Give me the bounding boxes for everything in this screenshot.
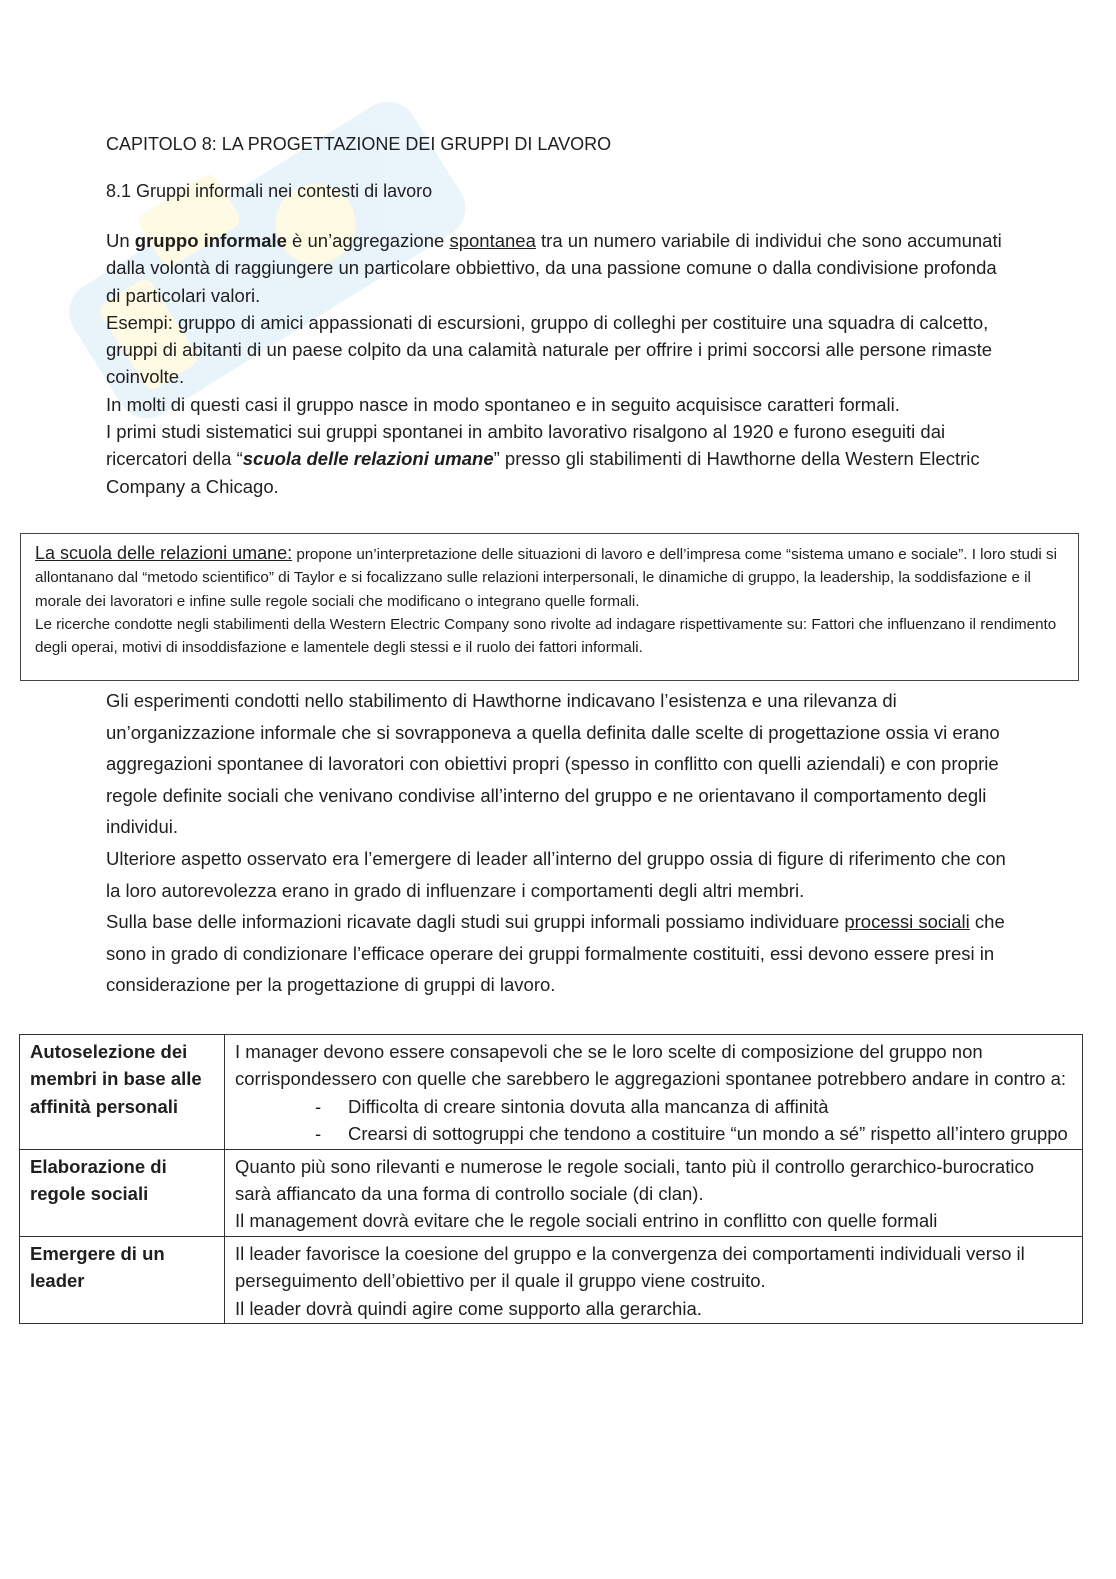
row-text: Il leader dovrà quindi agire come supporto alla gerarchia. xyxy=(235,1297,702,1319)
intro-paragraph-3: In molti di questi casi il gruppo nasce in modo spontaneo e in seguito acquisisce caratteri formali. xyxy=(106,393,900,415)
row-text: Quanto più sono rilevanti e numerose le regole sociali, tanto più il controllo gerarchico-burocratico sarà affiancato da una forma di controllo sociale (di clan). xyxy=(235,1155,1035,1205)
bold-italic-term: scuola delle relazioni umane xyxy=(242,448,494,470)
intro-paragraph-4 xyxy=(106,418,1006,500)
bullet-list xyxy=(235,1093,1074,1148)
intro-section xyxy=(106,227,1006,500)
body-section xyxy=(106,685,1006,1001)
row-content xyxy=(225,1236,1083,1323)
chapter-title: CAPITOLO 8: LA PROGETTAZIONE DEI GRUPPI DI LAVORO xyxy=(106,134,612,154)
bold-term: gruppo informale xyxy=(134,230,287,251)
list-item: - Crearsi di sottogruppi che tendono a costituire “un mondo a sé” rispetto all’intero gruppo xyxy=(315,1120,1074,1147)
row-label: Emergere di un leader xyxy=(20,1236,225,1323)
section-subtitle: 8.1 Gruppi informali nei contesti di lavoro xyxy=(106,181,433,201)
row-content xyxy=(225,1149,1083,1236)
intro-paragraph-1 xyxy=(106,227,1006,309)
row-label: Elaborazione di regole sociali xyxy=(20,1149,225,1236)
text-span: ” presso gli stabilimenti di Hawthorne della Western Electric Company a Chicago. xyxy=(106,448,980,497)
text-span: è un’aggregazione xyxy=(286,230,450,251)
row-text: Il leader favorisce la coesione del gruppo e la convergenza dei comportamenti individuali verso il perseguimento dell’obiettivo per il quale il gruppo viene costruito. xyxy=(235,1242,1025,1292)
row-content xyxy=(225,1035,1083,1150)
row-label: Autoselezione dei membri in base alle affinità personali xyxy=(20,1035,225,1150)
info-box-text-2: Le ricerche condotte negli stabilimenti della Western Electric Company sono rivolte ad indagare rispettivamente su: Fattori che influenzano il rendimento degli operai, motivi di insoddisfazione e lamentele degli stessi e il ruolo dei fattori informali. xyxy=(35,615,1057,657)
body-paragraph-3 xyxy=(106,906,1006,1001)
row-text: Il management dovrà evitare che le regole sociali entrino in conflitto con quelle formali xyxy=(235,1210,938,1232)
body-paragraph-2: Ulteriore aspetto osservato era l’emergere di leader all’interno del gruppo ossia di figure di riferimento che con la loro autorevolezza erano in grado di influenzare i comportamenti degli altri membri. xyxy=(106,847,1006,901)
text-span: propone un’interpretazione delle situazioni di lavoro e dell’impresa come “sistema umano e sociale”. I loro studi si allontanano dal “metodo scientifico” di Taylor e si focalizzano sulle relazioni interpersonali, le dinamiche di gruppo, la leadership, la soddisfazione e il morale dei lavoratori e infine sulle regole sociali che modificano o integrano quelle formali. xyxy=(35,546,1057,610)
text-span: Un xyxy=(106,230,135,251)
body-paragraph-1: Gli esperimenti condotti nello stabilimento di Hawthorne indicavano l’esistenza e una rilevanza di un’organizzazione informale che si sovrapponeva a quella definita dalle scelte di progettazione ossia vi erano aggregazioni spontanee di lavoratori con obiettivi propri (spesso in conflitto con quelli aziendali) e con proprie regole definite sociali che venivano condivise all’interno del gruppo e ne orientavano il comportamento degli individui. xyxy=(106,690,1000,838)
social-processes-table xyxy=(19,1034,1083,1324)
info-box-text-1 xyxy=(35,542,1066,613)
info-box-heading: La scuola delle relazioni umane: xyxy=(35,543,293,563)
underlined-term: spontanea xyxy=(449,230,536,251)
text-span: tra un numero variabile di individui che sono accumunati dalla volontà di raggiungere un particolare obbiettivo, da una passione comune o dalla condivisione profonda di particolari valori. xyxy=(106,230,1002,306)
list-item: - Difficolta di creare sintonia dovuta alla mancanza di affinità xyxy=(315,1093,1074,1120)
table-row xyxy=(20,1035,1083,1150)
intro-paragraph-2: Esempi: gruppo di amici appassionati di escursioni, gruppo di colleghi per costituire una squadra di calcetto, gruppi di abitanti di un paese colpito da una calamità naturale per offrire i primi soccorsi alle persone rimaste coinvolte. xyxy=(106,311,993,388)
table-row xyxy=(20,1149,1083,1236)
text-span: I primi studi sistematici sui gruppi spontanei in ambito lavorativo risalgono al 1920 e furono eseguiti dai ricercatori della “ xyxy=(106,421,946,470)
text-span: Sulla base delle informazioni ricavate dagli studi sui gruppi informali possiamo individuare xyxy=(106,911,845,933)
text-span: che sono in grado di condizionare l’efficace operare dei gruppi formalmente costituiti, essi devono essere presi in considerazione per la progettazione di gruppi di lavoro. xyxy=(106,911,1005,996)
underlined-term: processi sociali xyxy=(844,911,970,933)
row-text: I manager devono essere consapevoli che se le loro scelte di composizione del gruppo non corrispondessero con quelle che sarebbero le aggregazioni spontanee potrebbero andare in contro a: xyxy=(235,1041,1067,1090)
info-box xyxy=(20,533,1079,681)
table-row xyxy=(20,1236,1083,1323)
